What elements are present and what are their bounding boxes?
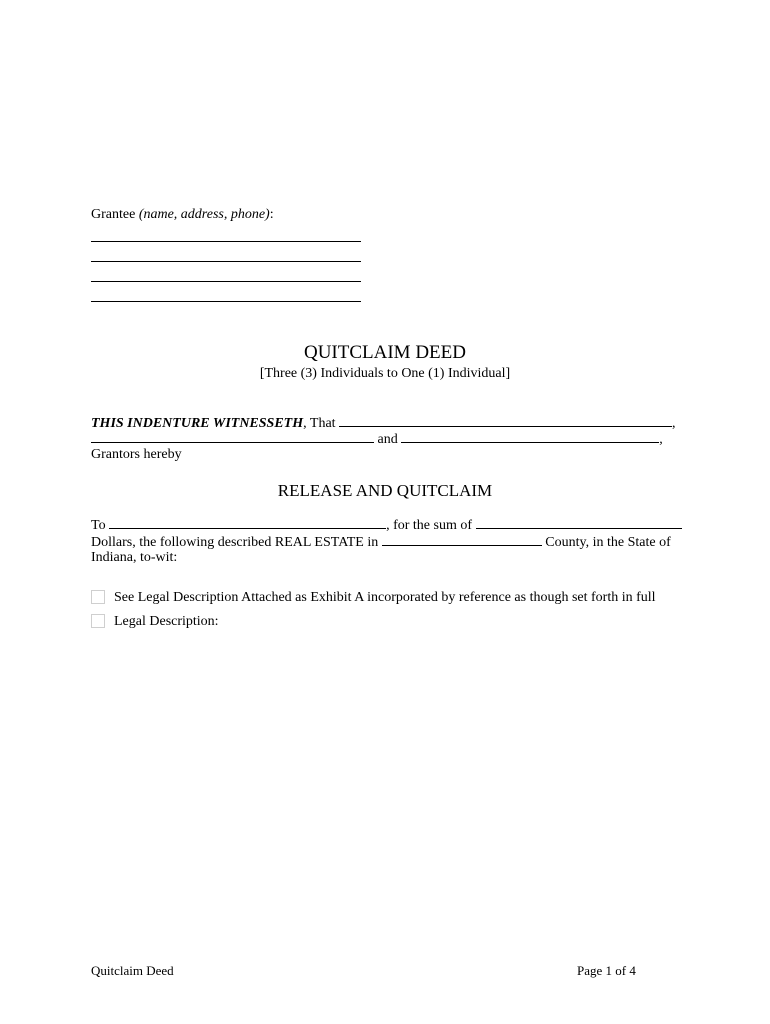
indenture-line-2 [91,430,663,448]
exhibit-option-label: See Legal Description Attached as Exhibit A incorporated by reference as though set forth in full [114,590,656,605]
document-title: QUITCLAIM DEED [303,342,466,363]
legal-description-checkbox[interactable] [91,614,105,628]
release-indiana: Indiana, to-wit: [91,550,178,565]
exhibit-checkbox[interactable] [91,590,105,604]
grantee-blank-line-3[interactable] [91,281,361,282]
grantee-blank-line-2[interactable] [91,261,361,262]
release-line-1 [91,516,682,534]
release-heading: RELEASE AND QUITCLAIM [277,481,493,500]
indenture-comma-1: , [672,416,676,431]
legal-description-label: Legal Description: [114,614,219,629]
document-subtitle: [Three (3) Individuals to One (1) Individual] [259,366,511,381]
grantors-hereby: Grantors hereby [91,447,182,462]
indenture-lead: THIS INDENTURE WITNESSETH [91,416,304,431]
release-to: To [91,518,106,533]
grantee-label-line [91,207,274,223]
footer-document-name: Quitclaim Deed [91,963,174,978]
grantee-blank-line-4[interactable] [91,301,361,302]
indenture-and: and [377,432,398,447]
release-county: County, in the State of [545,535,671,550]
sum-amount-blank[interactable] [476,516,682,529]
grantee-hint: (name, address, phone) [138,207,270,222]
grantee-name-blank[interactable] [109,516,386,529]
release-sum: , for the sum of [386,518,473,533]
grantee-label: Grantee [91,207,136,222]
footer-page-number: Page 1 of 4 [577,963,636,978]
indenture-comma-2: , [659,432,663,447]
grantor-1-blank[interactable] [339,414,672,427]
grantor-2-blank[interactable] [91,430,374,443]
release-line-2 [91,533,671,551]
county-blank[interactable] [382,533,542,546]
indenture-that: , That [303,416,336,431]
grantee-blank-line-1[interactable] [91,241,361,242]
grantor-3-blank[interactable] [401,430,659,443]
grantee-colon: : [269,207,274,222]
release-dollars: Dollars, the following described REAL ESTATE in [91,535,379,550]
